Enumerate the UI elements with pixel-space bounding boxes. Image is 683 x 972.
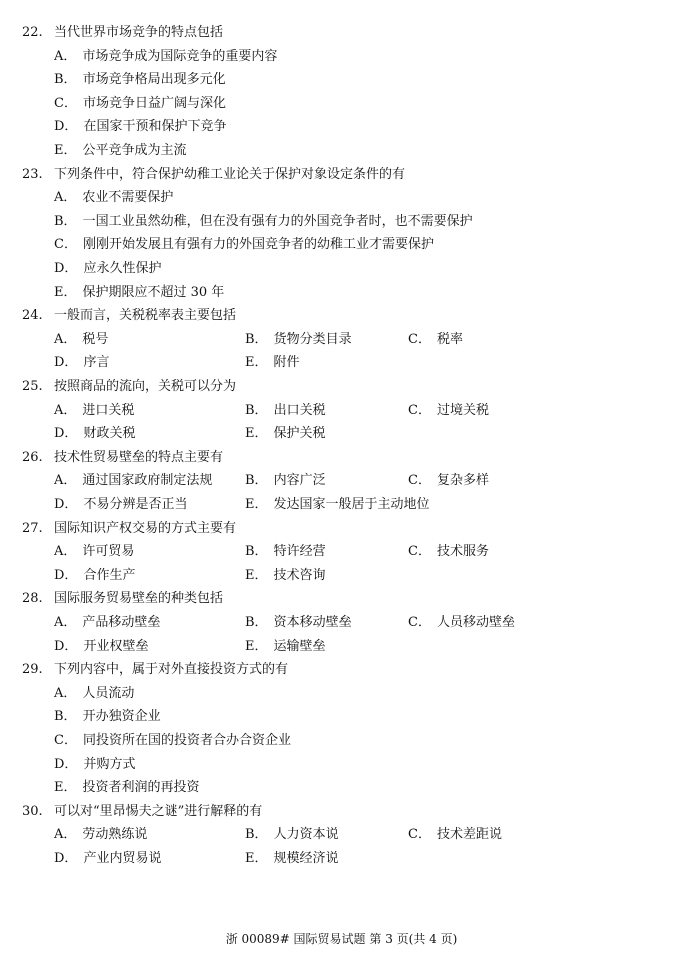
option-letter: D． <box>54 261 78 276</box>
question-stem-line <box>0 800 683 824</box>
option <box>54 823 147 847</box>
option-row <box>0 847 683 871</box>
question-stem: 技术性贸易壁垒的特点主要有 <box>54 449 224 465</box>
option-letter: A． <box>54 615 77 630</box>
option-text: 附件 <box>273 355 300 371</box>
question-stem-line <box>0 658 683 682</box>
option-letter: B． <box>54 72 77 88</box>
option <box>54 564 135 588</box>
question-stem: 一般而言，关税税率表主要包括 <box>54 308 237 324</box>
option-text: 合作生产 <box>83 567 136 583</box>
question-stem: 可以对“里昂惕夫之谜”进行解释的有 <box>54 803 263 819</box>
option-text: 进口关税 <box>82 402 135 418</box>
option <box>54 115 226 139</box>
option-letter: C． <box>408 473 431 489</box>
option-text: 一国工业虽然幼稚，但在没有强有力的外国竞争者时，也不需要保护 <box>82 213 473 229</box>
option-letter: B． <box>245 331 268 347</box>
option-line <box>0 115 683 139</box>
option <box>245 540 326 564</box>
option-row <box>0 564 683 588</box>
option-letter: D． <box>54 497 78 512</box>
question-stem: 国际知识产权交易的方式主要有 <box>54 520 237 536</box>
option-letter: C． <box>408 544 431 560</box>
option <box>245 399 326 423</box>
question-stem: 下列内容中，属于对外直接投资方式的有 <box>54 662 289 678</box>
option <box>54 705 161 729</box>
option-letter: D． <box>54 851 78 866</box>
question-stem-line <box>0 163 683 187</box>
option <box>54 68 226 92</box>
option-row <box>0 611 683 635</box>
question-number: 26. <box>22 449 43 465</box>
option-letter: E． <box>245 851 268 866</box>
option-letter: B． <box>54 709 77 725</box>
option <box>54 682 134 706</box>
question-stem-line <box>0 446 683 470</box>
option <box>54 139 187 163</box>
option <box>245 469 326 493</box>
page-footer: 浙 00089# 国际贸易试题 第 3 页(共 4 页) <box>225 932 458 946</box>
option-text: 税号 <box>82 331 109 347</box>
option-letter: A． <box>54 685 77 701</box>
option-letter: D． <box>54 355 78 371</box>
question-stem: 下列条件中，符合保护幼稚工业论关于保护对象设定条件的有 <box>54 166 406 182</box>
option <box>245 564 326 588</box>
option-line <box>0 705 683 729</box>
option-row <box>0 635 683 659</box>
question-number: 28. <box>22 591 43 607</box>
option <box>54 635 148 659</box>
option <box>54 233 434 257</box>
option <box>408 399 489 423</box>
option-text: 技术服务 <box>436 544 489 560</box>
question-stem: 当代世界市场竞争的特点包括 <box>54 25 224 40</box>
option-letter: C． <box>54 95 77 111</box>
option-line <box>0 139 683 163</box>
option <box>245 635 326 659</box>
option <box>54 92 226 116</box>
option-text: 发达国家一般居于主动地位 <box>273 497 430 512</box>
option-letter: E． <box>245 567 268 583</box>
option-letter: D． <box>54 426 78 442</box>
option-text: 并购方式 <box>83 756 136 772</box>
option-letter: B． <box>245 544 268 560</box>
option-text: 通过国家政府制定法规 <box>82 473 213 489</box>
question-number: 27. <box>22 520 43 536</box>
option-row <box>0 493 683 517</box>
option-letter: C． <box>408 827 431 843</box>
option-text: 市场竞争格局出现多元化 <box>82 72 226 88</box>
option-letter: E． <box>245 426 268 442</box>
option-row <box>0 823 683 847</box>
option <box>245 351 300 375</box>
option-text: 规模经济说 <box>273 851 339 866</box>
option-row <box>0 540 683 564</box>
option-letter: A． <box>54 473 77 489</box>
option <box>54 210 473 234</box>
option <box>54 399 134 423</box>
option <box>245 422 326 446</box>
option <box>408 611 515 635</box>
option-row <box>0 422 683 446</box>
option-text: 公平竞争成为主流 <box>82 143 187 158</box>
option-line <box>0 729 683 753</box>
option <box>54 540 134 564</box>
option-line <box>0 210 683 234</box>
question-number: 22. <box>22 25 43 40</box>
option-letter: E． <box>245 638 268 654</box>
question-stem: 国际服务贸易壁垒的种类包括 <box>54 591 224 607</box>
option-line <box>0 753 683 777</box>
question-number: 24. <box>22 308 43 324</box>
option-line <box>0 682 683 706</box>
option <box>54 729 291 753</box>
option <box>245 823 339 847</box>
option-text: 产业内贸易说 <box>83 851 162 866</box>
question-number: 23. <box>22 166 43 182</box>
option-text: 技术差距说 <box>436 827 502 843</box>
option-line <box>0 281 683 305</box>
option-letter: A． <box>54 190 77 206</box>
option-text: 货物分类目录 <box>273 331 352 347</box>
option-text: 技术咨询 <box>273 567 326 583</box>
option-text: 资本移动壁垒 <box>273 615 352 630</box>
option-line <box>0 92 683 116</box>
option-text: 应永久性保护 <box>83 261 162 276</box>
option-letter: E． <box>245 355 268 371</box>
option-text: 运输壁垒 <box>273 638 326 654</box>
option-line <box>0 45 683 69</box>
option-row <box>0 469 683 493</box>
option-line <box>0 186 683 210</box>
option-text: 许可贸易 <box>82 544 135 560</box>
option-letter: C． <box>408 331 431 347</box>
option-letter: E． <box>54 780 77 796</box>
option-row <box>0 328 683 352</box>
option-letter: A． <box>54 827 77 843</box>
option-text: 复杂多样 <box>436 473 489 489</box>
option-text: 在国家干预和保护下竞争 <box>83 119 227 135</box>
question-number: 29. <box>22 662 43 678</box>
option-letter: E． <box>54 284 77 300</box>
option-text: 市场竞争成为国际竞争的重要内容 <box>82 48 278 64</box>
question-number: 25. <box>22 379 43 394</box>
option <box>245 611 352 635</box>
option-letter: C． <box>408 402 431 418</box>
option-text: 劳动熟练说 <box>82 827 148 843</box>
option-text: 保护期限应不超过 30 年 <box>82 284 225 300</box>
option <box>54 281 224 305</box>
option-row <box>0 399 683 423</box>
option-text: 过境关税 <box>436 402 489 418</box>
option <box>54 328 108 352</box>
question-stem-line <box>0 517 683 541</box>
option-letter: C． <box>54 237 77 253</box>
question-stem-line <box>0 375 683 399</box>
option-text: 农业不需要保护 <box>82 190 174 206</box>
question-stem: 按照商品的流向，关税可以分为 <box>54 379 237 394</box>
option-text: 开办独资企业 <box>82 709 161 725</box>
option <box>54 257 161 281</box>
question-stem-line <box>0 21 683 45</box>
option <box>245 493 430 517</box>
option-letter: B． <box>245 402 268 418</box>
option <box>408 328 463 352</box>
option <box>54 776 200 800</box>
option <box>54 186 173 210</box>
option-letter: B． <box>245 615 268 630</box>
option-letter: A． <box>54 544 77 560</box>
option <box>54 469 212 493</box>
option-letter: B． <box>245 827 268 843</box>
option <box>54 351 109 375</box>
option-row <box>0 351 683 375</box>
question-stem-line <box>0 587 683 611</box>
option-text: 保护关税 <box>273 426 326 442</box>
option <box>54 753 135 777</box>
option <box>54 493 187 517</box>
option <box>245 847 339 871</box>
option-letter: C． <box>408 615 431 630</box>
option-letter: D． <box>54 119 78 135</box>
question-stem-line <box>0 304 683 328</box>
option <box>54 45 277 69</box>
option-letter: A． <box>54 331 77 347</box>
option-letter: D． <box>54 567 78 583</box>
option-letter: A． <box>54 48 77 64</box>
option-text: 财政关税 <box>83 426 136 442</box>
option-line <box>0 257 683 281</box>
option <box>408 469 489 493</box>
option-text: 同投资所在国的投资者合办合资企业 <box>82 733 291 748</box>
option-text: 人力资本说 <box>273 827 339 843</box>
option-text: 特许经营 <box>273 544 326 560</box>
option-letter: B． <box>54 213 77 229</box>
option-letter: D． <box>54 638 78 654</box>
option-text: 出口关税 <box>273 402 326 418</box>
option-letter: C． <box>54 733 77 748</box>
option-text: 内容广泛 <box>273 473 326 489</box>
option-letter: B． <box>245 473 268 489</box>
option-text: 投资者利润的再投资 <box>82 780 200 796</box>
option-letter: D． <box>54 756 78 772</box>
option-letter: A． <box>54 402 77 418</box>
option-text: 税率 <box>436 331 463 347</box>
option <box>54 847 161 871</box>
option <box>408 823 502 847</box>
option <box>408 540 489 564</box>
question-number: 30. <box>22 803 43 819</box>
option <box>54 422 135 446</box>
option-text: 市场竞争日益广阔与深化 <box>82 95 226 111</box>
option-text: 人员移动壁垒 <box>436 615 515 630</box>
option-text: 开业权壁垒 <box>83 638 149 654</box>
option-text: 序言 <box>83 355 110 371</box>
option-line <box>0 776 683 800</box>
option-text: 产品移动壁垒 <box>82 615 161 630</box>
option-letter: E． <box>245 497 268 512</box>
option-text: 人员流动 <box>82 685 135 701</box>
option-text: 刚刚开始发展且有强有力的外国竞争者的幼稚工业才需要保护 <box>82 237 434 253</box>
option-line <box>0 233 683 257</box>
option-letter: E． <box>54 143 77 158</box>
option-line <box>0 68 683 92</box>
option <box>54 611 160 635</box>
option <box>245 328 352 352</box>
option-text: 不易分辨是否正当 <box>83 497 188 512</box>
